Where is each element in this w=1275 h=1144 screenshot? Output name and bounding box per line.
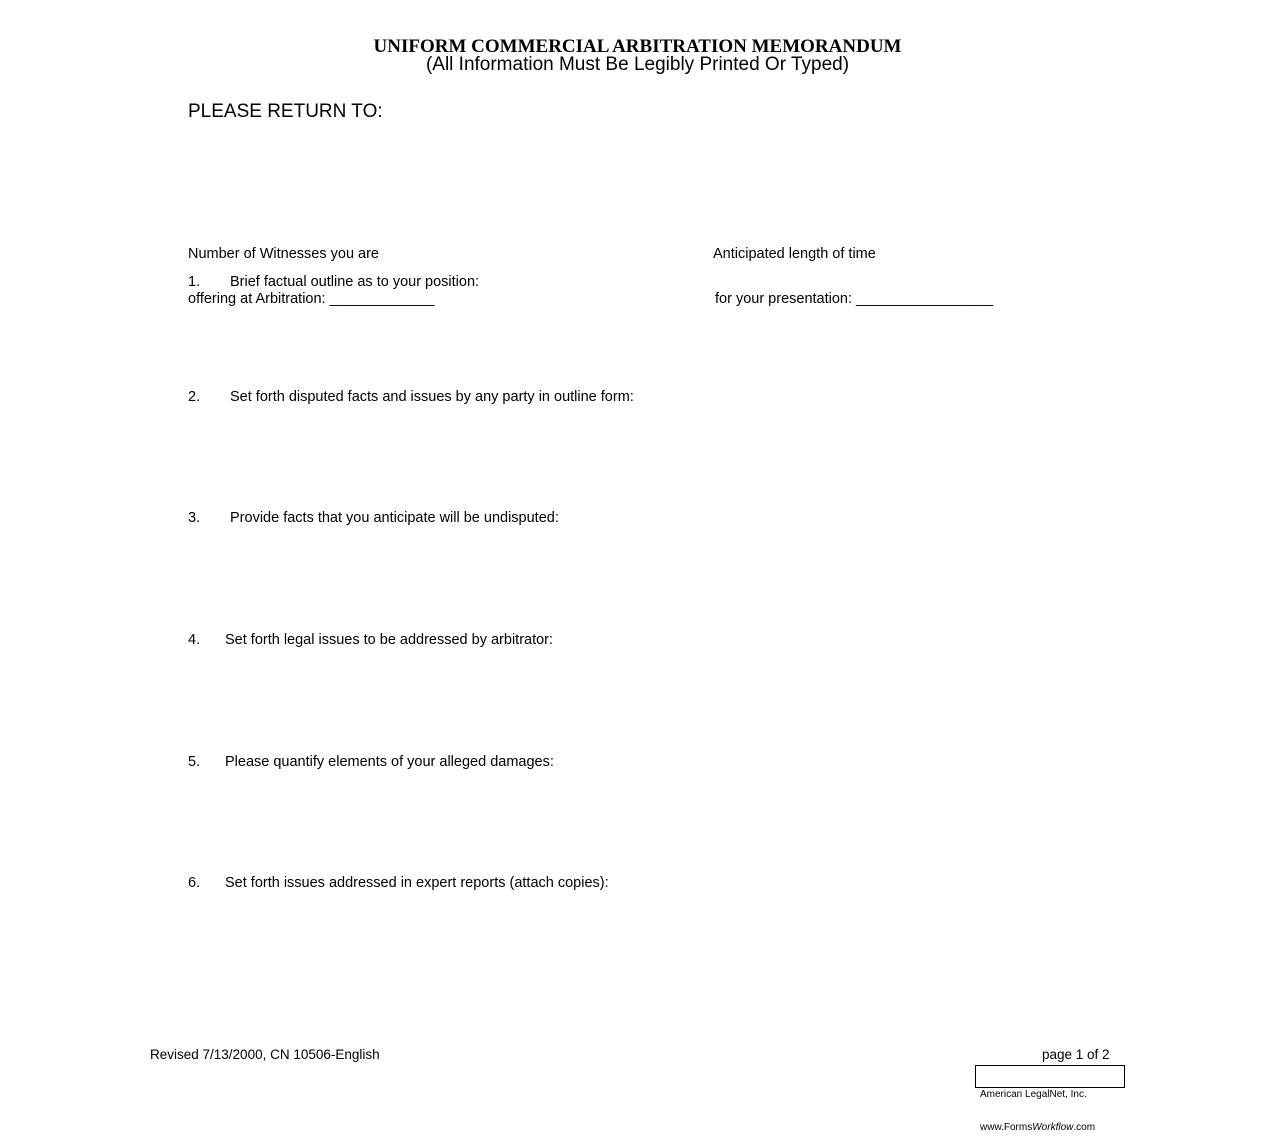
return-to-label: PLEASE RETURN TO: bbox=[188, 101, 383, 122]
item-5-text: Please quantify elements of your alleged damages: bbox=[225, 754, 554, 770]
time-field bbox=[713, 217, 993, 322]
item-3-text: Provide facts that you anticipate will be undisputed: bbox=[230, 510, 559, 526]
witnesses-label-line2: offering at Arbitration: _____________ bbox=[188, 291, 435, 307]
time-label-line1: Anticipated length of time bbox=[713, 246, 876, 262]
url-suffix: .com bbox=[1073, 1122, 1096, 1133]
item-3-number: 3. bbox=[188, 510, 201, 526]
item-4-number: 4. bbox=[188, 632, 201, 648]
publisher-url bbox=[980, 1122, 1124, 1133]
item-5-number: 5. bbox=[188, 754, 201, 770]
time-label-line2: for your presentation: _________________ bbox=[715, 291, 994, 307]
form-title: UNIFORM COMMERCIAL ARBITRATION MEMORANDUM bbox=[373, 36, 902, 57]
witnesses-label-line1: Number of Witnesses you are bbox=[188, 246, 379, 262]
publisher-name: American LegalNet, Inc. bbox=[980, 1089, 1087, 1100]
url-italic: Workflow bbox=[1032, 1122, 1074, 1133]
item-2-number: 2. bbox=[188, 389, 201, 405]
page-number: page 1 of 2 bbox=[1042, 1047, 1110, 1062]
item-1-text: Brief factual outline as to your position: bbox=[230, 274, 480, 290]
url-prefix: www.Forms bbox=[980, 1122, 1033, 1133]
item-2-text: Set forth disputed facts and issues by any party in outline form: bbox=[230, 389, 634, 405]
item-6-text: Set forth issues addressed in expert reports (attach copies): bbox=[225, 875, 609, 891]
item-4-text: Set forth legal issues to be addressed by arbitrator: bbox=[225, 632, 554, 648]
item-6-number: 6. bbox=[188, 875, 201, 891]
witnesses-field bbox=[188, 217, 434, 322]
publisher-badge bbox=[975, 1065, 1125, 1133]
item-1-number: 1. bbox=[188, 274, 201, 290]
revision-note: Revised 7/13/2000, CN 10506-English bbox=[150, 1047, 380, 1062]
form-subtitle: (All Information Must Be Legibly Printed Or Typed) bbox=[425, 54, 850, 75]
